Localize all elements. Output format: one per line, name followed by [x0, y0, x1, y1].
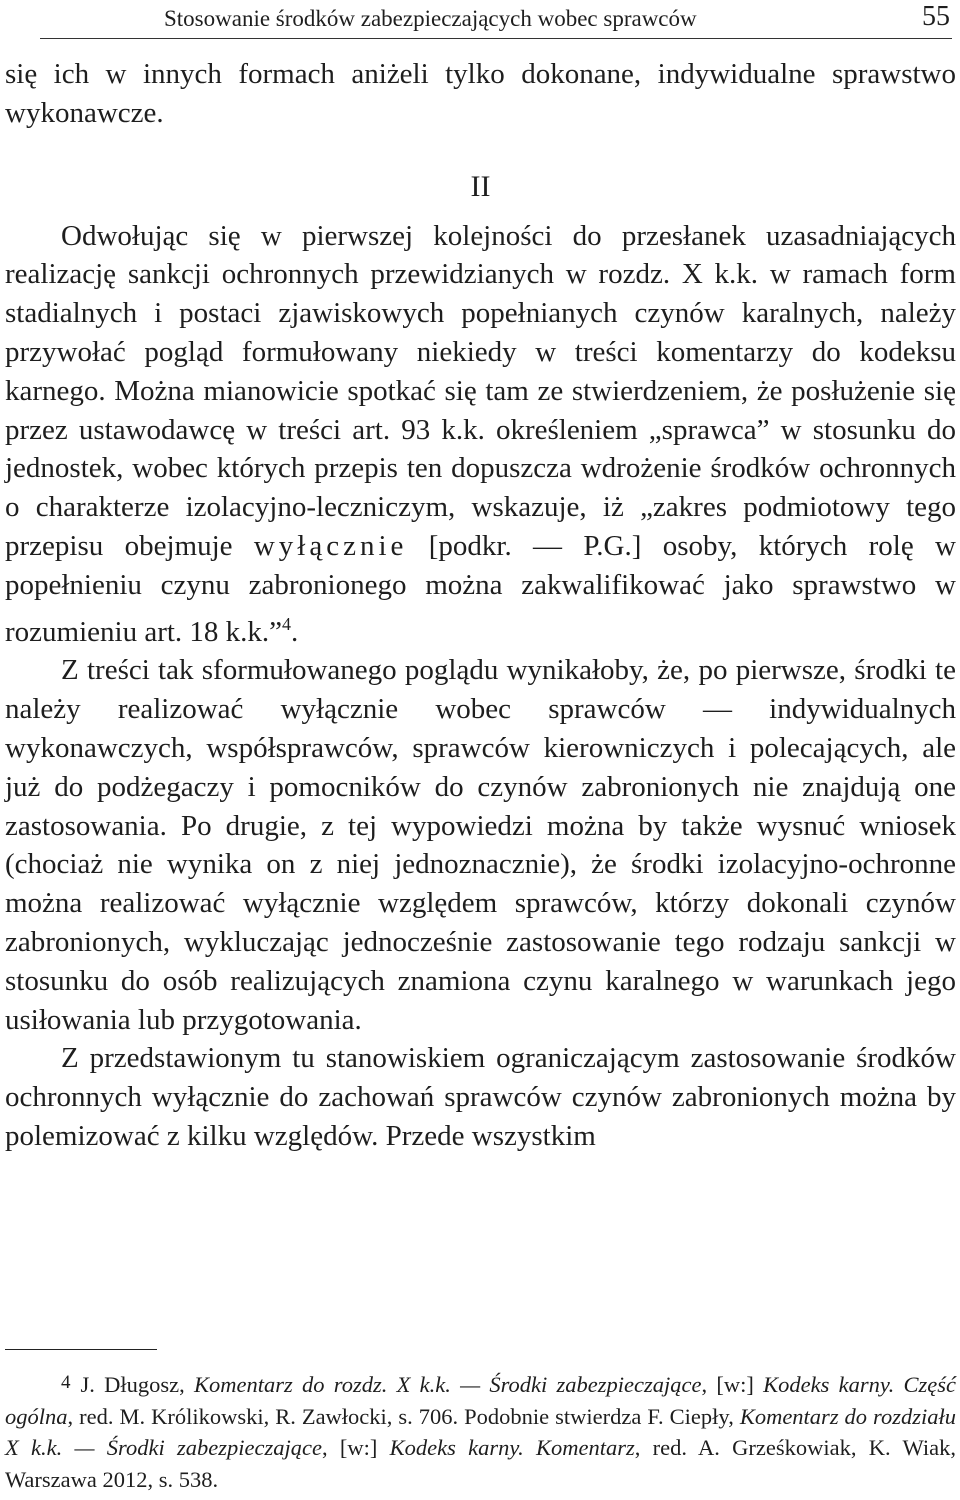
running-title: Stosowanie środków zabezpieczających wobec sprawców [164, 6, 697, 31]
footnote-text-5: , red. A. Grześkowiak, K. Wiak, Warszawa 2012, s. 538. [5, 1435, 956, 1492]
main-text [5, 55, 956, 1156]
footnote-reference[interactable]: 4 [282, 613, 292, 634]
footnote-title-2: Komentarz do rozdziału X k.k. — Środki zabezpieczające [5, 1403, 956, 1461]
footnote-title-1: Komentarz do rozdz. X k.k. — Środki zabezpieczające [194, 1372, 702, 1397]
paragraph-continued: się ich w innych formach aniżeli tylko dokonane, indywidualne sprawstwo wykonawcze. [5, 58, 956, 129]
paragraph-1 [5, 217, 956, 652]
running-header [40, 1, 952, 39]
page-number: 55 [922, 1, 950, 32]
footnote-text-3: , red. M. Królikowski, R. Zawłocki, s. 706. Podobnie stwierdza F. Ciepły, [67, 1403, 740, 1429]
paragraph-2: Z treści tak sformułowanego poglądu wynikałoby, że, po pierwsze, środki te należy realizować wyłącznie wobec sprawców — indywidualnych wykonawczych, współsprawców, sprawców kierowniczych i polecających, ale już do podżegaczy i pomocników do czynów zabronionych nie znajdują one zastosowania. Po drugie, z tej wypowiedzi można by także wysnuć wniosek (chociaż nie wynika on z niej jednoznacznie), że środki izolacyjno-ochronne można realizować wyłącznie względem sprawców, którzy dokonali czynów zabronionych, wykluczając jednocześnie zastosowanie tego rodzaju sankcji w stosunku do osób realizujących znamiona czynu karalnego w warunkach jego usiłowania lub przygotowania. [5, 654, 956, 1036]
footnote-book-2: Kodeks karny. Komentarz [389, 1435, 635, 1461]
footnote-text-4: , [w:] [321, 1435, 390, 1461]
footnote-mark: 4 [61, 1372, 71, 1393]
footnote-text-2: , [w:] [701, 1372, 764, 1397]
footnote-separator [5, 1349, 157, 1350]
paragraph-1-end: . [291, 615, 299, 648]
footnote-book-1: Kodeks karny. Część ogólna [5, 1372, 957, 1429]
paragraph-1-text-a: Odwołując się w pierwszej kolejności do przesłanek uzasadniających realizację sankcji ochronnych przewidzianych w rozdz. X k.k. w ramach form stadialnych i postaci zjawiskowych popełnianych czynów karalnych, należy przywołać pogląd formułowany niekiedy w treści komentarzy do kodeksu karnego. Można mianowicie spotkać się tam ze stwierdzeniem, że posłużenie się przez ustawodawcę w treści art. 93 k.k. określeniem „sprawca” w stosunku do jednostek, wobec których przepis ten dopuszcza wdrożenie środków ochronnych o charakterze izolacyjno-leczniczym, wskazuje, iż „zakres podmiotowy tego przepisu obejmuje [5, 219, 956, 562]
section-number: II [470, 169, 491, 203]
footnote-text-1: J. Długosz, [80, 1372, 195, 1397]
footnote-4 [5, 1367, 956, 1495]
emphasis-spaced: wyłącznie [253, 529, 408, 562]
footnote [5, 1367, 956, 1495]
paragraph-3: Z przedstawionym tu stanowiskiem ograniczającym zastosowanie środków ochronnych wyłącznie do zachowań sprawców czynów zabronionych można by polemizować z kilku względów. Przede wszystkim [5, 1042, 956, 1152]
paragraph-1-text-b: [podkr. — P.G.] osoby, których rolę w popełnieniu czynu zabronionego można zakwalifikować jako sprawstwo w rozumieniu art. 18 k.k.” [5, 529, 956, 648]
